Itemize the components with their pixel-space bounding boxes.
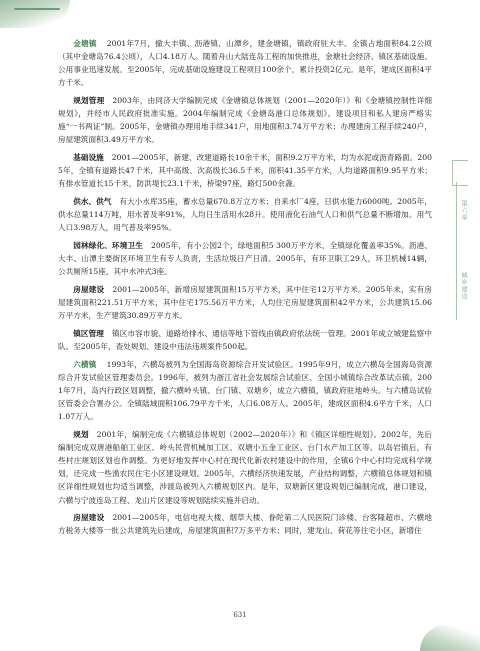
paragraph-jintang xyxy=(58,37,432,89)
subheading: 园林绿化、环境卫生 xyxy=(73,241,144,251)
subheading: 房屋建设 xyxy=(73,513,105,523)
subheading: 镇区管理 xyxy=(73,329,105,338)
bottom-right-ornament xyxy=(420,625,480,651)
subheading: 规划管理 xyxy=(73,96,105,106)
paragraph-infrastructure xyxy=(58,151,432,190)
section-label: 城乡建设 xyxy=(460,272,467,300)
side-tab-line xyxy=(456,182,457,320)
paragraph-management xyxy=(58,327,432,353)
side-tab xyxy=(452,160,480,320)
side-tab-box xyxy=(452,160,468,186)
paragraph-greening xyxy=(58,239,432,278)
paragraph-housing xyxy=(58,283,432,322)
paragraph-text: 2005年，有小公园2个，绿地面积5 300万平方米，全镇绿化覆盖率35%。沥港、大丰、山潭主要街区环境卫生有专人负责，生活垃圾日产日清。2005年，有环卫职工29人，环卫机械14辆，公共厕所15座，其中水冲式3座。 xyxy=(58,241,433,277)
paragraph-text: 2001—2005年，新建、改建道路长10余千米，面积9.2万平方米，均为水泥或沥青路面。2005年，全镇有道路长47千米，其中高级、次高级长36.5千米，面积41.35平方米，人均道路面积9.95平方米；有排水管道长15千米，防洪堤长23.1千米，桥梁97座，路灯500余盏。 xyxy=(58,153,432,189)
paragraph-text: 2001年，编制完成《六横镇总体规划（2002—2020年）》和《镇区详细性规划》。2002年，先后编制完成双唐港船舶工业区、岭头民营机械加工区、双塘小五金工业区、台门水产加工区等。以岛岩镇后，有些村庄规划区划也作调整。为更好地发挥中心村在现代化新农村建设中的作用，全镇6个中心村均完成科学规划，还完成一些渔农民住宅小区建设规划。2005年，六横经济快速发展，产业结构调整，六横镇总体规划和镇区详细性规划也均适当调整，涉渡岛被列入六横规划区内。是年，双塘新区建设规划已编制完成，港口建设，六横与宁波连岛工程、龙山片区建设等规划陆续实施并启动。 xyxy=(58,430,432,505)
section-heading-liuheng: 六横镇 xyxy=(73,359,97,369)
paragraph-liuheng xyxy=(58,358,432,423)
subheading: 供水、供气 xyxy=(73,197,112,207)
subheading: 房屋建设 xyxy=(73,285,105,295)
ornament-line xyxy=(14,8,60,10)
subheading: 基础设施 xyxy=(73,153,104,163)
top-left-ornament xyxy=(0,0,70,28)
page-body xyxy=(58,37,432,542)
page-number: 631 xyxy=(233,611,247,619)
paragraph-text: 2001年7月，撤大丰镇、沥港镇、山潭乡，建金塘镇，镇政府驻大丰。全镇占地面积84.2公顷（其中金塘岛76.4公顷），人口4.18万人。随着舟山大陆连岛工程的加快推进，金塘社会经济、镇区基础设施、公用事业迅速发展。至2005年，完成基础设施建设工程项目100余个，累计投资2亿元。是年，建成区面积4平方千米。 xyxy=(58,39,432,88)
paragraph-liuheng-planning xyxy=(58,428,432,507)
paragraph-text: 2001—2005年，新增房屋建筑面积15万平方米，其中住宅12万平方米。2005年末，实有房屋建筑面积221.51万平方米，其中住宅175.56万平方米，人均住宅房屋建筑面积42平方米，公共建筑15.06万平方米，生产建筑30.89万平方米。 xyxy=(58,285,432,321)
paragraph-planning xyxy=(58,94,432,146)
chapter-label: 第六章 xyxy=(460,200,467,221)
paragraph-liuheng-housing xyxy=(58,511,432,537)
paragraph-text: 2001—2005年，电信电视大楼、烟草大楼、眷陀第二人民医院门诊楼、台客隆超市、六横地方税务大楼等一批公共建筑先后建成，房屋建筑面积7万多平方米；同时，建龙山、荷花等住宅小区，新增住 xyxy=(58,513,432,536)
section-heading-jintang: 金塘镇 xyxy=(73,39,97,48)
paragraph-text: 1993年，六横岛被列为全国海岛资源综合开发试验区。1995年9月，成立六横岛全国海岛资源综合开发试验区管理委员会。1996年，被列为浙江省社会发展综合试验区、全国小城镇综合改革试点镇。2001年7月，岛内行政区划调整，撤六横岭头镇、台门镇、双塘乡，成立六横镇，镇政府驻地岭头。与六横岛试验区管委会合署办公。全镇陆域面积106.79平方千米，人口6.08万人。2005年，建成区面积4.6平方千米，人口1.07万人。 xyxy=(58,359,432,422)
paragraph-text: 2003年，由同济大学编制完成《金塘镇总体规划（2001—2020年）》和《金塘镇控制性详细规划》，并经市人民政府批准实施。2004年编制完成《金塘岛港口总体规划》。建设项目和私人建房严格实施“一书两证”制。2005年，金塘镇办理用地手续341户，用地面积3.74万平方米；办理建房工程手续240户，房屋建筑面积3.49万平方米。 xyxy=(58,96,432,145)
subheading: 规划 xyxy=(73,430,89,440)
paragraph-water-gas xyxy=(58,195,432,234)
paragraph-text: 镇区市容市貌、道路给排水、通信等地下管线由镇政府依法统一管理。2001年成立城建监察中队。至2005年，查处规划、建设中违法违规案件500起。 xyxy=(58,329,432,352)
paragraph-text: 有大小水库35座，蓄水总量670.8万立方米；自来水厂4座，日供水能力6000吨。2005年，供水总量114万吨，用水普及率91%，人均日生活用水28升。使用液化石油气人口和供气总量不断增加。用气人口3.98万人，用气普及率95%。 xyxy=(58,197,432,233)
